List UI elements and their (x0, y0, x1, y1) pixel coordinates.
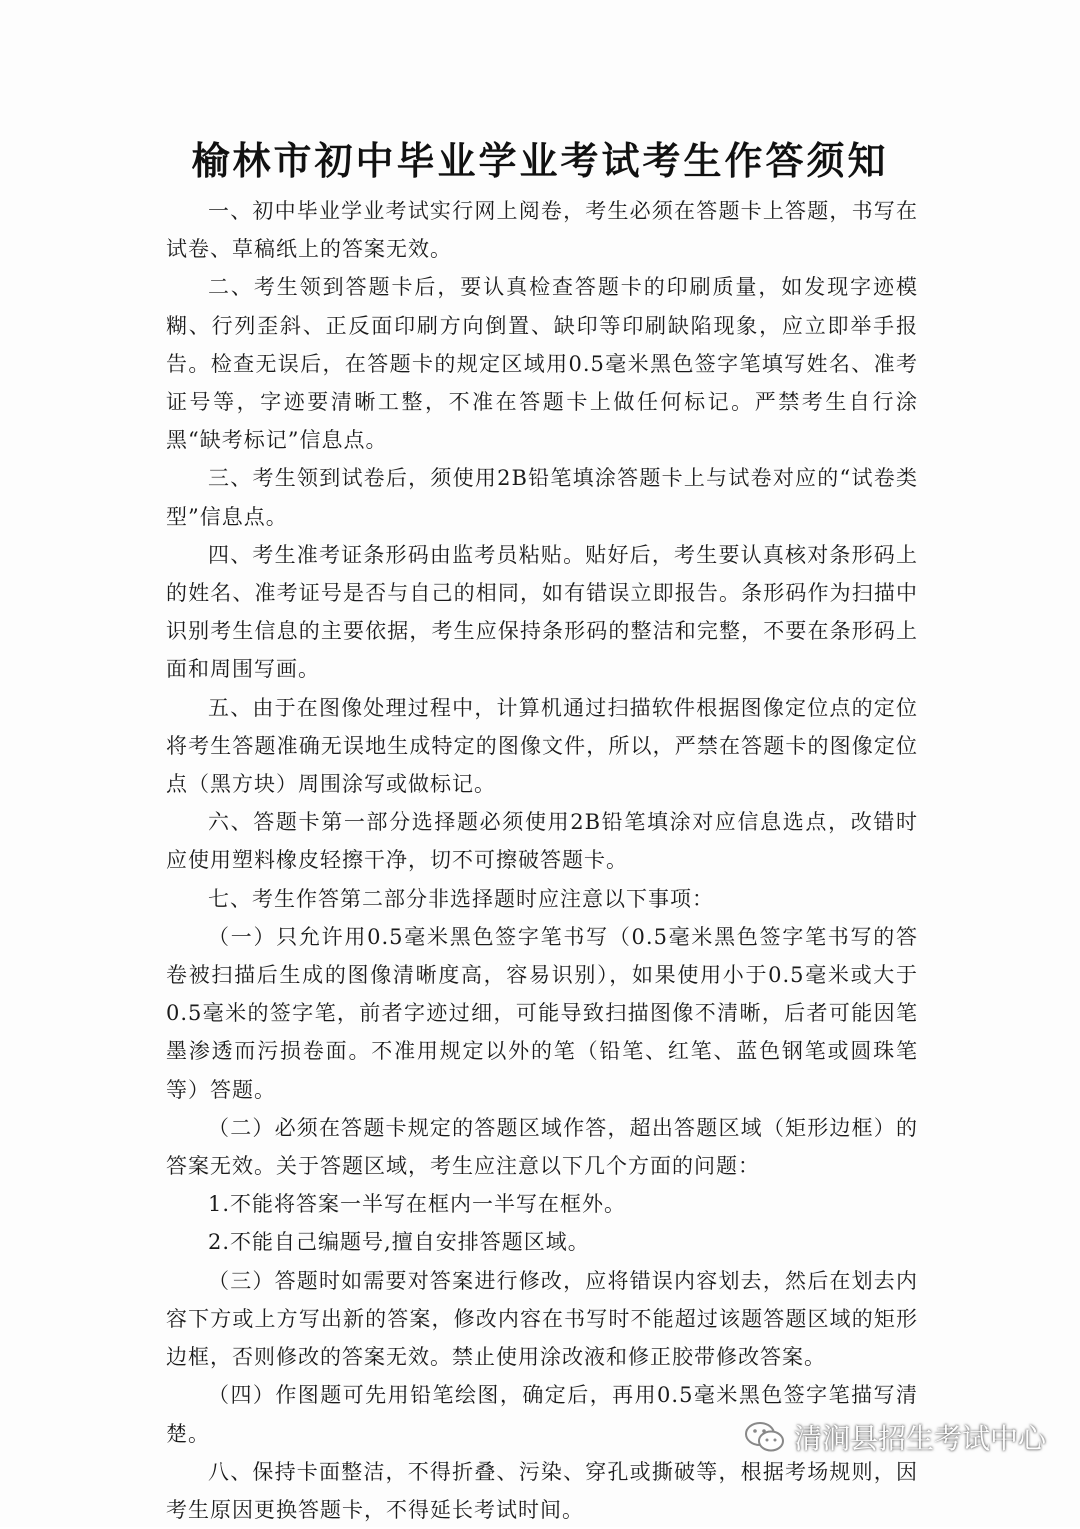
paragraph-4: 四、考生准考证条形码由监考员粘贴。贴好后，考生要认真核对条形码上的姓名、准考证号是否与自己的相同，如有错误立即报告。条形码作为扫描中识别考生信息的主要依据，考生应保持条形码的整洁和完整，不要在条形码上面和周围写画。 (166, 542, 918, 682)
paragraph-7-1: （一）只允许用0.5毫米黑色签字笔书写（0.5毫米黑色签字笔书写的答卷被扫描后生成的图像清晰度高，容易识别），如果使用小于0.5毫米或大于0.5毫米的签字笔，前者字迹过细，可能导致扫描图像不清晰，后者可能因笔墨渗透而污损卷面。不准用规定以外的笔（铅笔、红笔、蓝色钢笔或圆珠笔等）答题。 (166, 924, 918, 1102)
document-title: 榆林市初中毕业学业考试考生作答须知 (191, 139, 889, 183)
paragraph-7-4: （四）作图题可先用铅笔绘图，确定后，再用0.5毫米黑色签字笔描写清楚。 (166, 1383, 918, 1446)
paragraph-3: 三、考生领到试卷后，须使用2B铅笔填涂答题卡上与试卷对应的“试卷类型”信息点。 (166, 466, 918, 529)
watermark-text: 清涧县招生考试中心 (793, 1422, 1046, 1455)
paragraph-7-2-item-1: 1.不能将答案一半写在框内一半写在框外。 (208, 1192, 627, 1217)
paragraph-5: 五、由于在图像处理过程中，计算机通过扫描软件根据图像定位点的定位将考生答题准确无误地生成特定的图像文件，所以，严禁在答题卡的图像定位点（黑方块）周围涂写或做标记。 (166, 695, 918, 797)
paragraph-8: 八、保持卡面整洁，不得折叠、污染、穿孔或撕破等，根据考场规则，因考生原因更换答题卡，不得延长考试时间。 (166, 1459, 918, 1522)
paragraph-2: 二、考生领到答题卡后，要认真检查答题卡的印刷质量，如发现字迹模糊、行列歪斜、正反面印刷方向倒置、缺印等印刷缺陷现象，应立即举手报告。检查无误后，在答题卡的规定区域用0.5毫米黑色签字笔填写姓名、准考证号等，字迹要清晰工整，不准在答题卡上做任何标记。严禁考生自行涂黑“缺考标记”信息点。 (166, 275, 918, 453)
paragraph-7-3: （三）答题时如需要对答案进行修改，应将错误内容划去，然后在划去内容下方或上方写出新的答案，修改内容在书写时不能超过该题答题区域的矩形边框，否则修改的答案无效。禁止使用涂改液和修正胶带修改答案。 (166, 1268, 918, 1370)
wechat-icon (744, 1420, 786, 1454)
paragraph-1: 一、初中毕业学业考试实行网上阅卷，考生必须在答题卡上答题，书写在试卷、草稿纸上的答案无效。 (166, 199, 918, 262)
paragraph-7-2: （二）必须在答题卡规定的答题区域作答，超出答题区域（矩形边框）的答案无效。关于答题区域，考生应注意以下几个方面的问题： (166, 1115, 918, 1179)
watermark (744, 1417, 1046, 1457)
paragraph-7: 七、考生作答第二部分非选择题时应注意以下事项： (208, 886, 714, 911)
paragraph-7-2-item-2: 2.不能自己编题号,擅自安排答题区域。 (208, 1230, 590, 1255)
paragraph-6: 六、答题卡第一部分选择题必须使用2B铅笔填涂对应信息选点，改错时应使用塑料橡皮轻擦干净，切不可擦破答题卡。 (166, 810, 918, 873)
document-body (166, 192, 918, 1529)
